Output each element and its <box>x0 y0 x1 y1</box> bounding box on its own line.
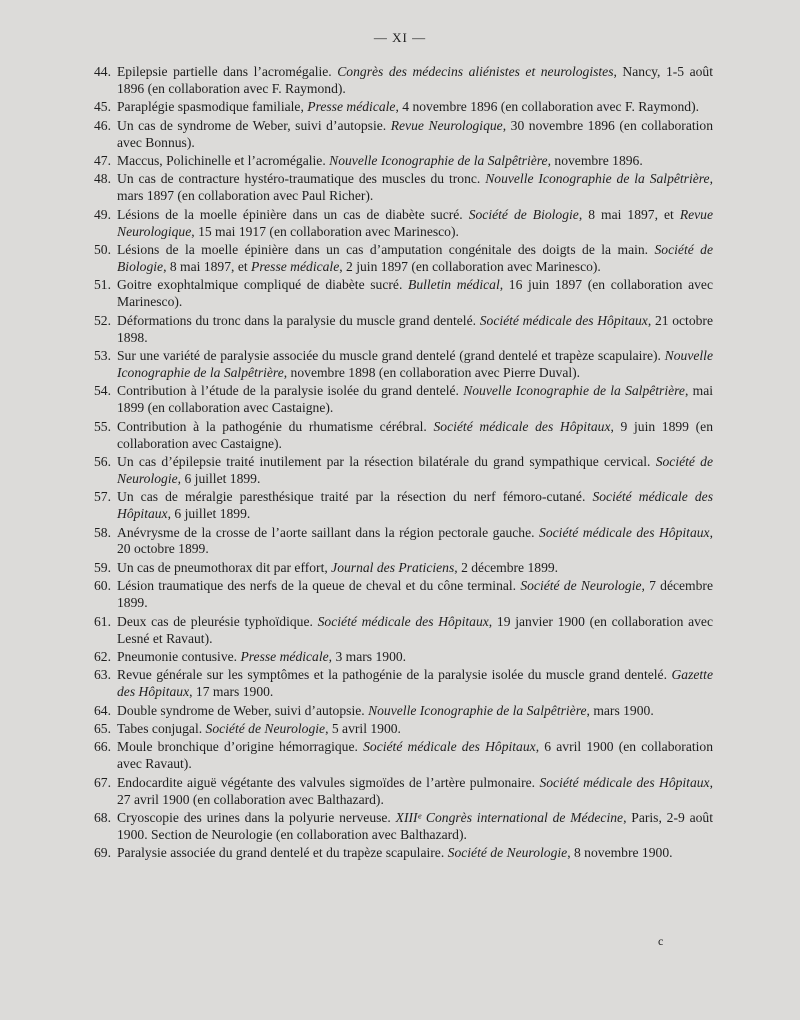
entry-journal: Société médicale des Hôpitaux <box>117 489 714 522</box>
entry-journal: Nouvelle Iconographie de la Salpêtrière <box>368 702 587 718</box>
entry-number: 52. <box>94 312 111 328</box>
bibliography-entry <box>80 348 713 382</box>
entry-number: 59. <box>94 559 111 575</box>
entry-text: Lésions de la moelle épinière dans un cas d’amputation congénitale des doigts de la main. <box>117 242 655 258</box>
entry-number: 49. <box>94 206 111 222</box>
entry-text: , 6 avril 1900 (en collaboration avec Ravaut). <box>117 739 713 772</box>
bibliography-entry <box>80 64 713 98</box>
entry-text: , mars 1897 (en collaboration avec Paul Richer). <box>117 171 714 204</box>
bibliography-entry <box>80 649 713 666</box>
bibliography-entry <box>80 775 713 809</box>
bibliography-entry <box>80 703 713 720</box>
signature-mark: c <box>658 934 664 948</box>
entry-text: Paralysie associée du grand dentelé et du trapèze scapulaire. <box>117 845 448 861</box>
entry-text: , 9 juin 1899 (en collaboration avec Castaigne). <box>117 418 713 451</box>
entry-text: Deux cas de pleurésie typhoïdique. <box>117 613 318 629</box>
entry-number: 45. <box>94 99 111 115</box>
entry-number: 61. <box>94 613 111 629</box>
entry-text: Lésion traumatique des nerfs de la queue de cheval et du cône terminal. <box>117 578 521 594</box>
entry-text: , novembre 1898 (en collaboration avec Pierre Duval). <box>283 364 581 380</box>
bibliography-entry <box>80 721 713 738</box>
entry-text: , 7 décembre 1899. <box>117 578 713 611</box>
entry-number: 55. <box>94 418 111 434</box>
entry-number: 63. <box>94 667 111 683</box>
entry-text: , novembre 1896. <box>547 153 643 169</box>
entry-number: 58. <box>94 524 111 540</box>
entry-text: Maccus, Polichinelle et l’acromégalie. <box>117 153 330 169</box>
entry-number: 62. <box>94 648 111 664</box>
entry-text: , 8 mai 1897, et <box>163 258 252 274</box>
bibliography-entry <box>80 383 713 417</box>
entry-journal: Presse médicale <box>307 99 396 115</box>
entry-journal: Société de Biologie <box>468 206 579 222</box>
bibliography-entry <box>80 614 713 648</box>
entry-text: , 30 novembre 1896 (en collaboration avec Bonnus). <box>117 117 713 150</box>
entry-text: Un cas de syndrome de Weber, suivi d’autopsie. <box>117 117 391 133</box>
entry-journal: Revue Neurologique <box>390 117 503 133</box>
entry-number: 65. <box>94 721 111 737</box>
entry-text: , 3 mars 1900. <box>328 648 407 664</box>
entry-text: Cryoscopie des urines dans la polyurie nerveuse. <box>117 810 396 826</box>
entry-journal: Journal des Praticiens <box>331 559 455 575</box>
bibliography-entry <box>80 560 713 577</box>
entry-text: , 16 juin 1897 (en collaboration avec Marinesco). <box>117 277 713 310</box>
entry-text: Déformations du tronc dans la paralysie du muscle grand dentelé. <box>117 312 480 328</box>
entry-journal: Société médicale des Hôpitaux <box>539 524 710 540</box>
entry-number: 53. <box>94 348 111 363</box>
entry-text: , 8 mai 1897, et <box>578 206 680 222</box>
entry-text: , mai 1899 (en collaboration avec Castaigne). <box>117 383 713 416</box>
entry-text: , 2 décembre 1899. <box>454 559 559 575</box>
entry-text: , 4 novembre 1896 (en collaboration avec F. Raymond). <box>395 99 700 115</box>
entry-journal: Société de Neurologie <box>205 721 326 737</box>
entry-journal: Nouvelle Iconographie de la Salpêtrière <box>485 171 710 187</box>
bibliography-entry <box>80 242 713 276</box>
entry-journal: Société médicale des Hôpitaux <box>363 739 536 755</box>
entry-text: , Nancy, 1-5 août 1896 (en collaboration avec F. Raymond). <box>117 64 713 96</box>
entry-text: , 8 novembre 1900. <box>567 845 673 861</box>
bibliography-entry <box>80 489 713 523</box>
bibliography-entry <box>80 277 713 311</box>
entry-number: 60. <box>94 578 111 594</box>
entry-number: 46. <box>94 117 111 133</box>
entry-text: Lésions de la moelle épinière dans un cas de diabète sucré. <box>117 206 469 222</box>
entry-text: Revue générale sur les symptômes et la pathogénie de la paralysie isolée du muscle grand dentelé. <box>117 667 672 683</box>
bibliography-entry <box>80 419 713 453</box>
entry-number: 44. <box>94 64 111 79</box>
entry-text: Moule bronchique d’origine hémorragique. <box>117 739 364 755</box>
bibliography-entry <box>80 313 713 347</box>
entry-journal: Revue Neurologique <box>117 206 714 239</box>
entry-number: 47. <box>94 153 111 169</box>
entry-journal: Presse médicale <box>240 648 329 664</box>
bibliography-entry <box>80 171 713 205</box>
entry-text: , 20 octobre 1899. <box>117 524 713 557</box>
entry-text: Un cas de méralgie paresthésique traité par la résection du nerf fémoro-cutané. <box>117 489 593 505</box>
entry-text: , 6 juillet 1899. <box>177 470 261 486</box>
entry-text: , 27 avril 1900 (en collaboration avec Balthazard). <box>117 774 713 807</box>
entry-text: Tabes conjugal. <box>117 721 206 737</box>
entry-number: 69. <box>94 845 111 861</box>
bibliography-entry <box>80 578 713 612</box>
entry-number: 68. <box>94 810 111 826</box>
bibliography-entry <box>80 99 713 116</box>
entry-journal: Société de Neurologie <box>447 845 568 861</box>
entry-text: , 21 octobre 1898. <box>117 312 713 345</box>
entry-text: , 5 avril 1900. <box>325 721 401 737</box>
entry-number: 67. <box>94 774 111 790</box>
entry-text: Anévrysme de la crosse de l’aorte saillant dans la région pectorale gauche. <box>117 524 540 540</box>
entry-journal: Société médicale des Hôpitaux <box>433 418 611 434</box>
entry-text: Paraplégie spasmodique familiale, <box>117 99 308 115</box>
entry-journal: Société médicale des Hôpitaux <box>539 774 710 790</box>
entry-text: Contribution à l’étude de la paralysie isolée du grand dentelé. <box>117 383 464 399</box>
entry-text: Double syndrome de Weber, suivi d’autopsie. <box>117 702 369 718</box>
bibliography-entry <box>80 739 713 773</box>
bibliography-entry <box>80 207 713 241</box>
entry-text: , mars 1900. <box>586 702 654 718</box>
entry-journal: Société de Neurologie <box>520 578 642 594</box>
entry-journal: Gazette des Hôpitaux <box>117 667 713 700</box>
entry-journal: Nouvelle Iconographie de la Salpêtrière <box>329 153 548 169</box>
entry-text: , Paris, 2-9 août 1900. Section de Neurologie (en collaboration avec Balthazard). <box>117 810 713 842</box>
entry-text: Pneumonie contusive. <box>117 648 241 664</box>
entry-number: 51. <box>94 277 111 293</box>
entry-text: Endocardite aiguë végétante des valvules sigmoïdes de l’artère pulmonaire. <box>117 774 540 790</box>
entry-journal: Société de Biologie <box>117 242 713 274</box>
entry-text: , 15 mai 1917 (en collaboration avec Marinesco). <box>191 223 459 239</box>
entry-text: Contribution à la pathogénie du rhumatisme cérébral. <box>117 418 434 434</box>
entry-text: Un cas de contracture hystéro-traumatique des muscles du tronc. <box>117 171 486 187</box>
entry-text: Goitre exophtalmique compliqué de diabète sucré. <box>117 277 409 293</box>
entry-text: Epilepsie partielle dans l’acromégalie. <box>117 64 338 79</box>
bibliography-entry <box>80 118 713 152</box>
entry-number: 48. <box>94 171 111 187</box>
bibliography-list <box>80 64 713 864</box>
entry-text: Un cas de pneumothorax dit par effort, <box>117 559 332 575</box>
entry-number: 66. <box>94 739 111 755</box>
entry-journal: Congrès des médecins aliénistes et neurologistes <box>337 64 614 79</box>
bibliography-entry <box>80 667 713 701</box>
entry-text: , 2 juin 1897 (en collaboration avec Marinesco). <box>339 258 601 274</box>
bibliography-entry <box>80 153 713 170</box>
entry-journal: Bulletin médical <box>408 277 500 293</box>
bibliography-entry <box>80 454 713 488</box>
entry-journal: Nouvelle Iconographie de la Salpêtrière <box>117 348 713 380</box>
entry-text: , 17 mars 1900. <box>189 684 274 700</box>
entry-number: 64. <box>94 702 111 718</box>
entry-text: , 19 janvier 1900 (en collaboration avec Lesné et Ravaut). <box>117 613 713 646</box>
entry-journal: Presse médicale <box>251 258 340 274</box>
bibliography-entry <box>80 810 713 844</box>
entry-number: 57. <box>94 489 111 505</box>
entry-text: Sur une variété de paralysie associée du muscle grand dentelé (grand dentelé et trapèze scapulaire). <box>117 348 665 363</box>
bibliography-entry <box>80 525 713 559</box>
entry-number: 56. <box>94 453 111 469</box>
entry-journal: Société médicale des Hôpitaux <box>479 312 648 328</box>
entry-journal: Société médicale des Hôpitaux <box>317 613 489 629</box>
bibliography-entry <box>80 845 713 862</box>
page-header: — XI — <box>373 30 427 45</box>
entry-text: , 6 juillet 1899. <box>167 506 251 522</box>
entry-text: Un cas d’épilepsie traité inutilement par la résection bilatérale du grand sympathique cervical. <box>117 453 656 469</box>
entry-journal: XIIIᵉ Congrès international de Médecine <box>395 810 624 826</box>
entry-number: 54. <box>94 383 111 399</box>
entry-number: 50. <box>94 242 111 258</box>
entry-journal: Société de Neurologie <box>117 453 713 486</box>
entry-journal: Nouvelle Iconographie de la Salpêtrière <box>463 383 685 399</box>
